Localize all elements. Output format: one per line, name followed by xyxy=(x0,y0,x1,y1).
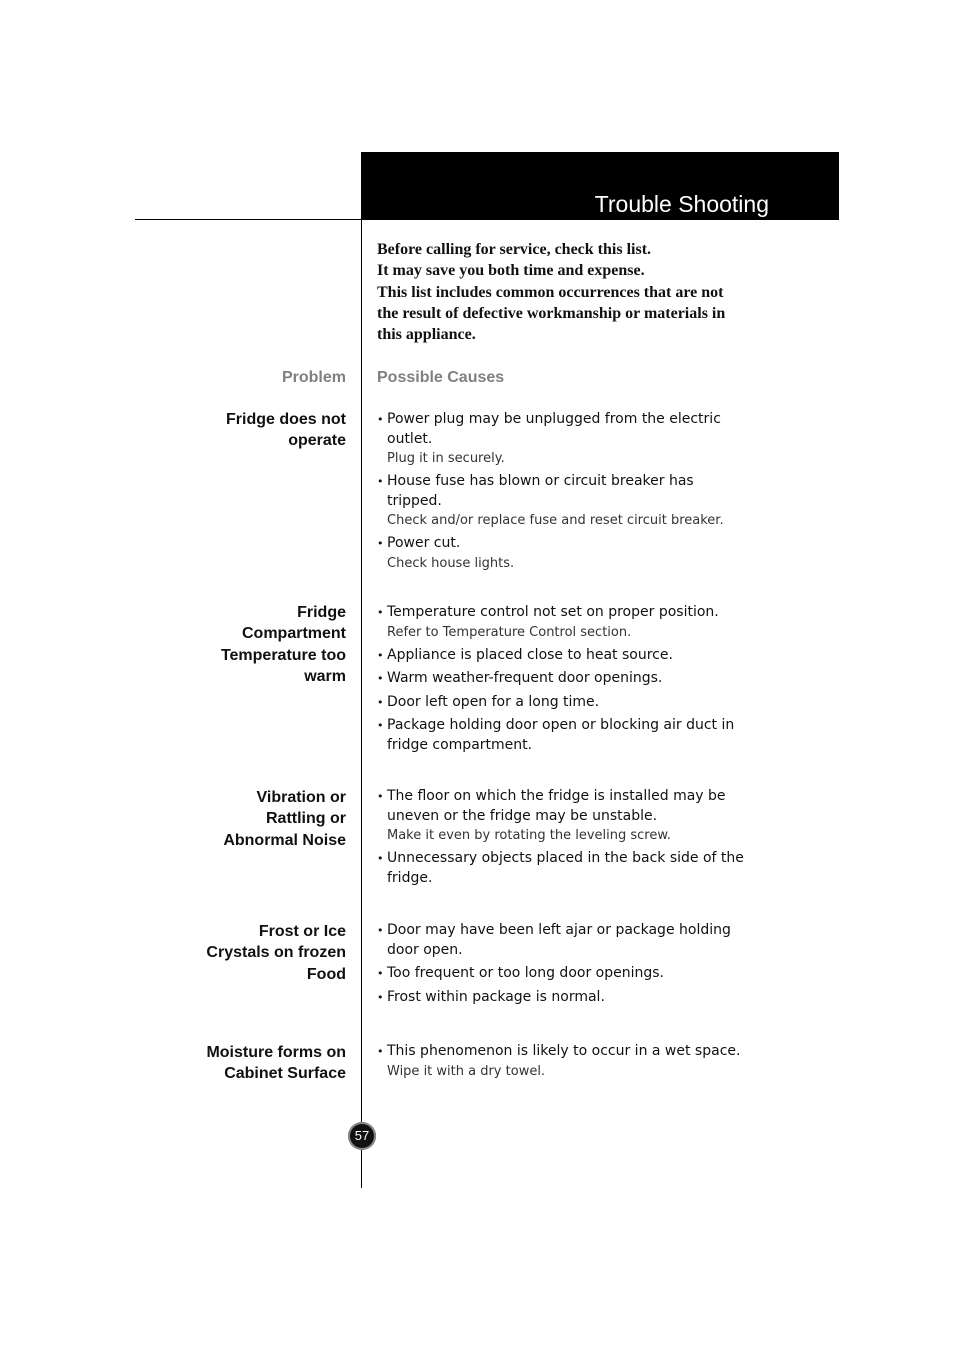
cause-item xyxy=(377,603,777,642)
cause-line: Power cut. xyxy=(387,535,461,551)
page-number: 57 xyxy=(348,1122,376,1150)
cause-line: Unnecessary objects placed in the back side of the xyxy=(387,850,744,866)
cause-line: Appliance is placed close to heat source. xyxy=(387,646,673,663)
cause-line: The floor on which the fridge is installed may be xyxy=(387,788,726,804)
bullet: • xyxy=(377,672,384,685)
bullet: • xyxy=(377,1045,384,1058)
problem-line: Moisture forms on xyxy=(206,1044,346,1061)
cause-item xyxy=(377,849,777,888)
problem-line: Rattling or xyxy=(266,810,346,828)
header-bar xyxy=(362,152,839,220)
causes-list xyxy=(377,787,777,892)
causes-list xyxy=(377,603,777,759)
problem-label xyxy=(221,602,346,687)
remedy-text: Check house lights. xyxy=(387,555,515,571)
bullet: • xyxy=(377,719,384,732)
cause-line: Warm weather-frequent door openings. xyxy=(387,670,663,686)
cause-item xyxy=(377,646,777,666)
cause-item xyxy=(377,669,777,689)
cause-line: fridge. xyxy=(387,869,433,886)
remedy-text: Plug it in securely. xyxy=(387,451,505,466)
causes-list xyxy=(377,1042,777,1085)
cause-line: outlet. xyxy=(387,430,433,447)
cause-item xyxy=(377,534,777,573)
problem-line: Compartment xyxy=(241,625,346,643)
bullet: • xyxy=(377,967,384,980)
intro-line: It may save you both time and expense. xyxy=(377,262,645,280)
cause-item xyxy=(377,410,777,468)
cause-item xyxy=(377,716,777,755)
cause-item xyxy=(377,964,777,984)
cause-item xyxy=(377,921,777,960)
cause-line: Power plug may be unplugged from the electric xyxy=(387,411,721,427)
problem-line: Food xyxy=(306,965,346,983)
bullet: • xyxy=(377,413,384,426)
problem-label xyxy=(206,1042,346,1085)
causes-column-heading: Possible Causes xyxy=(377,369,505,386)
causes-list xyxy=(377,410,777,577)
cause-line: tripped. xyxy=(387,492,442,509)
remedy-text: Wipe it with a dry towel. xyxy=(387,1063,546,1079)
cause-line: Temperature control not set on proper position. xyxy=(387,604,719,620)
cause-line: Package holding door open or blocking air duct in xyxy=(387,717,735,733)
cause-line: uneven or the fridge may be unstable. xyxy=(387,807,658,824)
problem-line: Abnormal Noise xyxy=(223,831,346,849)
intro-line: the result of defective workmanship or materials in xyxy=(377,304,726,322)
page-title: Trouble Shooting xyxy=(594,191,769,217)
cause-line: door open. xyxy=(387,941,463,958)
problem-line: Cabinet Surface xyxy=(224,1065,346,1083)
problem-line: Fridge xyxy=(297,604,346,621)
causes-list xyxy=(377,921,777,1011)
bullet: • xyxy=(377,475,384,488)
cause-line: fridge compartment. xyxy=(387,736,533,753)
problem-line: Vibration or xyxy=(256,789,346,806)
remedy-text: Make it even by rotating the leveling screw. xyxy=(387,828,671,843)
top-divider xyxy=(135,219,362,220)
remedy-text: Refer to Temperature Control section. xyxy=(387,624,632,640)
cause-line: Frost within package is normal. xyxy=(387,988,605,1005)
cause-item xyxy=(377,472,777,530)
cause-item xyxy=(377,988,777,1008)
problem-label xyxy=(223,787,346,851)
problem-line: Frost or Ice xyxy=(258,923,346,940)
bullet: • xyxy=(377,790,384,803)
bullet: • xyxy=(377,990,384,1004)
bullet: • xyxy=(377,852,384,865)
intro-line: this appliance. xyxy=(377,326,476,344)
cause-line: This phenomenon is likely to occur in a wet space. xyxy=(387,1043,741,1059)
problem-column-heading: Problem xyxy=(281,369,346,386)
bullet: • xyxy=(377,924,384,937)
problem-line: Crystals on frozen xyxy=(206,944,346,962)
bullet: • xyxy=(377,537,384,550)
bullet: • xyxy=(377,648,384,662)
intro-line: This list includes common occurrences that are not xyxy=(377,283,724,301)
cause-line: Door may have been left ajar or package holding xyxy=(387,922,731,938)
problem-line: Fridge does not xyxy=(226,411,346,428)
cause-line: House fuse has blown or circuit breaker has xyxy=(387,473,694,489)
problem-label xyxy=(226,409,346,452)
problem-line: operate xyxy=(288,432,346,450)
problem-label xyxy=(206,921,346,985)
problem-line: warm xyxy=(304,667,346,685)
problem-line: Temperature too xyxy=(220,646,346,664)
remedy-text: Check and/or replace fuse and reset circuit breaker. xyxy=(387,513,724,528)
cause-item xyxy=(377,787,777,845)
intro-text xyxy=(377,239,777,345)
cause-item xyxy=(377,1042,777,1081)
intro-line: Before calling for service, check this list. xyxy=(377,241,652,258)
cause-item xyxy=(377,693,777,713)
column-divider xyxy=(361,152,362,1188)
bullet: • xyxy=(377,606,384,619)
cause-line: Door left open for a long time. xyxy=(387,693,600,710)
bullet: • xyxy=(377,695,384,709)
cause-line: Too frequent or too long door openings. xyxy=(387,965,664,981)
